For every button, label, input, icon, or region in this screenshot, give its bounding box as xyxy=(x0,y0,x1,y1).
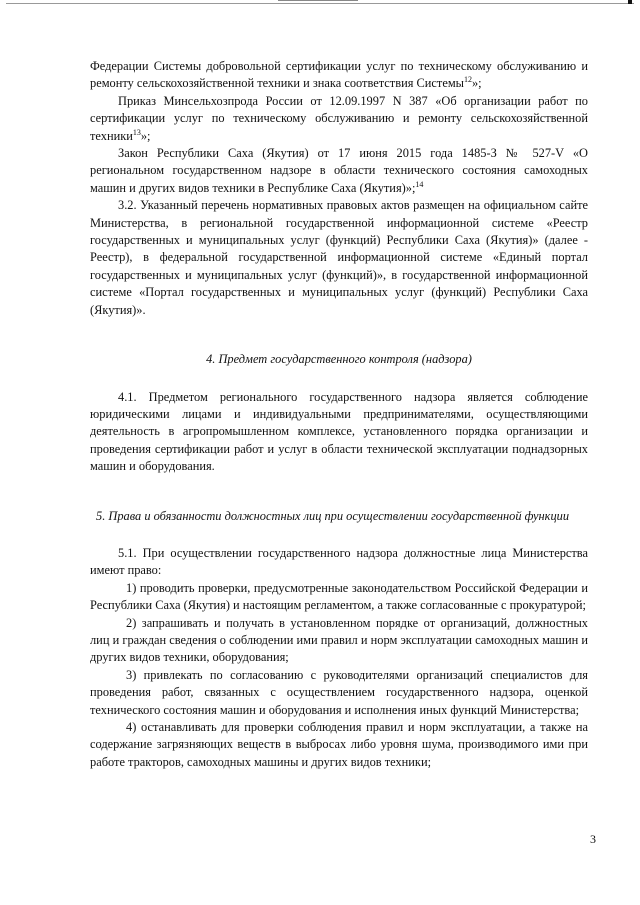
list-item-3: 3) привлекать по согласованию с руководителями организаций специалистов для проведения работ, связанных с осуществлением государственного надзора, оценкой технического состояния машин и оборудования и исполнения иных функций Министерства; xyxy=(90,667,588,717)
page-number: 3 xyxy=(590,832,596,846)
list-item-2: 2) запрашивать и получать в установленном порядке от организаций, должностных лиц и граждан сведения о соблюдении ими правил и норм эксплуатации самоходных машин и других видов техники, оборудования; xyxy=(90,615,588,665)
footnote-ref-13: 13 xyxy=(132,127,141,137)
paragraph-5-1: 5.1. При осуществлении государственного надзора должностные лица Министерства имеют право: xyxy=(90,545,588,578)
footnote-ref-12: 12 xyxy=(463,75,472,85)
paragraph-ministry-order: Приказ Минсельхозпрода России от 12.09.1997 N 387 «Об организации работ по сертификации услуг по техническому обслуживанию и ремонту сельскохозяйственной техники$^{13}$»; xyxy=(90,93,588,143)
section-heading-5: 5. Права и обязанности должностных лиц при осуществлении государственной функции xyxy=(96,508,570,523)
paragraph-sakha-law: Закон Республики Саха (Якутия) от 17 июня 2015 года 1485-З № 527-V «О региональном государственном надзоре в области технического состояния самоходных машин и других видов техники в Республике Саха (Якутия)»;$^{14}$ xyxy=(90,146,588,195)
footnote-ref-14: 14 xyxy=(415,179,424,189)
corner-scan-mark xyxy=(628,0,632,4)
list-item-4: 4) останавливать для проверки соблюдения правил и норм эксплуатации, а также на содержание загрязняющих веществ в выбросах либо уровня шума, производимого ими при работе тракторов, самоходных машины и других видов техники; xyxy=(90,720,588,769)
paragraph-3-2: 3.2. Указанный перечень нормативных правовых актов размещен на официальном сайте Министерства, в региональной государственной информационной системе «Реестр государственных и муниципальных услуг (функций) Республики Саха (Якутия)» (далее - Реестр), в федеральной государственной информационной системе «Единый портал государственных и муниципальных услуг (функций)», в государственной информационной системе «Портал государственных и муниципальных услуг (функций) Республики Саха (Якутия)». xyxy=(90,198,588,317)
document-body xyxy=(90,58,588,771)
section-heading-4: 4. Предмет государственного контроля (надзора) xyxy=(206,352,472,367)
top-scan-mark xyxy=(278,0,358,4)
paragraph-4-1: 4.1. Предметом регионального государственного надзора является соблюдение юридическими лицами и индивидуальными предпринимателями, осуществляющими деятельность в агропромышленном комплексе, установленного порядка организации и проведения сертификации работ и услуг в области технической эксплуатации поднадзорных машин и оборудования. xyxy=(90,389,588,474)
list-item-1: 1) проводить проверки, предусмотренные законодательством Российской Федерации и Республики Саха (Якутия) и настоящим регламентом, а также согласованные с прокуратурой; xyxy=(90,580,588,613)
paragraph-regulation-certification-system: Федерации Системы добровольной сертификации услуг по техническому обслуживанию и ремонту сельскохозяйственной техники и знака соответствия Системы$^{12}$»; xyxy=(90,59,588,91)
